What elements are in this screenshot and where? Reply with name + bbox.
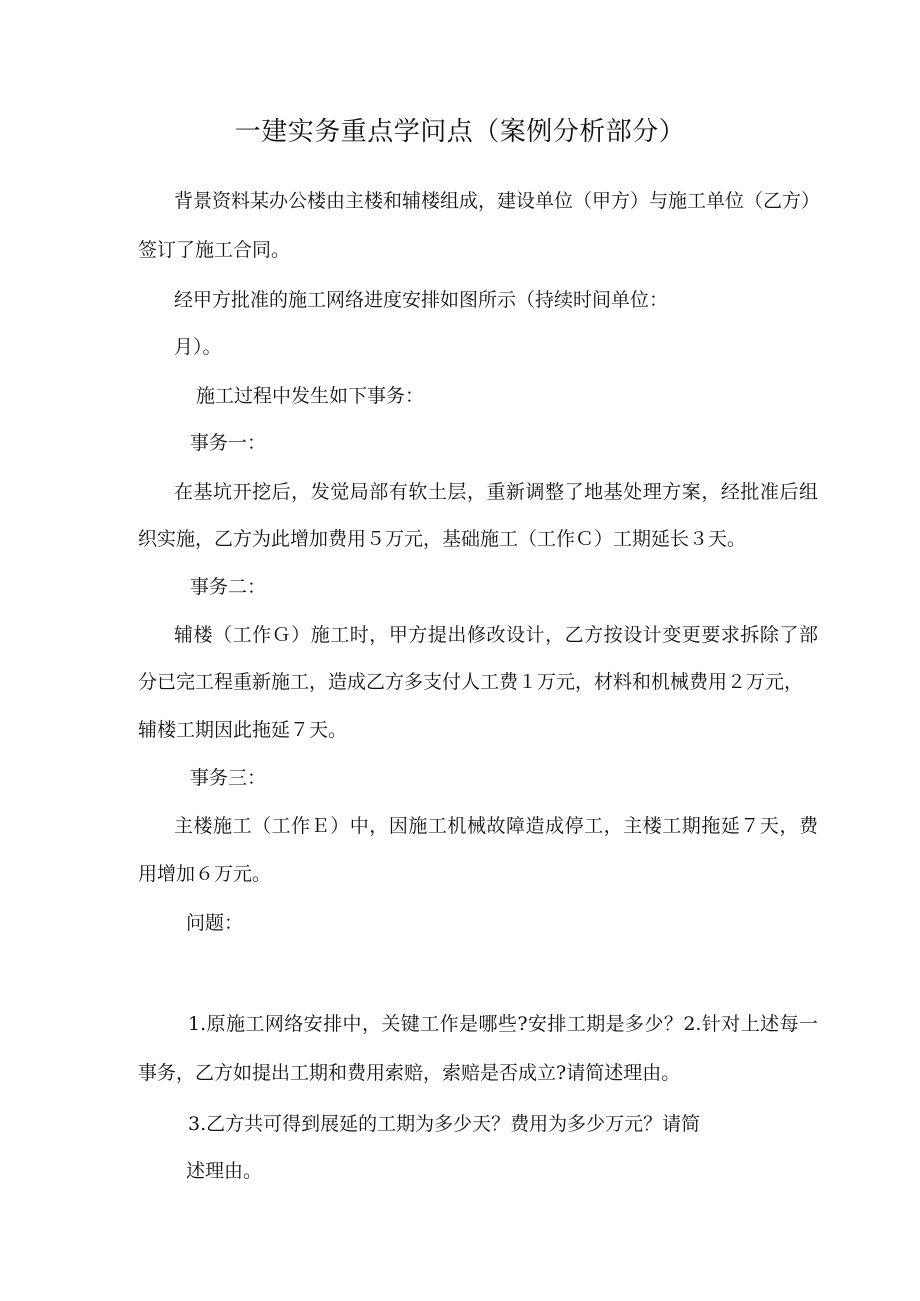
question-3-line-1: 3.乙方共可得到展延的工期为多少天？费用为多少万元？请简 [188, 1113, 701, 1135]
question-3-line-2: 述理由。 [186, 1160, 263, 1182]
event-2-body-line-2: 分已完工程重新施工，造成乙方多支付人工费１万元，材料和机械费用２万元， [138, 671, 804, 693]
event-3-body-line-2: 用增加６万元。 [138, 863, 272, 885]
document-title: 一建实务重点学问点（案例分析部分） [234, 117, 686, 147]
event-1-heading: 事务一： [190, 432, 267, 454]
event-1-body-line-2: 织实施，乙方为此增加费用５万元，基础施工（工作Ｃ）工期延长３天。 [138, 528, 747, 550]
event-2-heading: 事务二： [190, 576, 267, 598]
event-2-body-line-3: 辅楼工期因此拖延７天。 [138, 719, 348, 741]
event-3-body-line-1: 主楼施工（工作Ｅ）中，因施工机械故障造成停工，主楼工期拖延７天，费 [174, 815, 818, 837]
paragraph-schedule-line-1: 经甲方批准的施工网络进度安排如图所示（持续时间单位： [174, 289, 669, 311]
paragraph-events-intro: 施工过程中发生如下事务： [196, 385, 425, 407]
event-1-body-line-1: 在基坑开挖后，发觉局部有软土层，重新调整了地基处理方案，经批准后组 [174, 481, 818, 503]
event-3-heading: 事务三： [190, 767, 267, 789]
paragraph-schedule-line-2: 月）。 [174, 336, 222, 358]
event-2-body-line-1: 辅楼（工作Ｇ）施工时，甲方提出修改设计，乙方按设计变更要求拆除了部 [174, 624, 818, 646]
questions-1-2-line-1: 1.原施工网络安排中，关键工作是哪些?安排工期是多少？2.针对上述每一 [188, 1013, 818, 1035]
questions-1-2-line-2: 事务，乙方如提出工期和费用索赔，索赔是否成立?请简述理由。 [138, 1062, 681, 1084]
paragraph-background-line-1: 背景资料某办公楼由主楼和辅楼组成，建设单位（甲方）与施工单位（乙方） [174, 190, 821, 212]
paragraph-background-line-2: 签订了施工合同。 [138, 239, 291, 261]
questions-heading: 问题： [186, 912, 244, 934]
